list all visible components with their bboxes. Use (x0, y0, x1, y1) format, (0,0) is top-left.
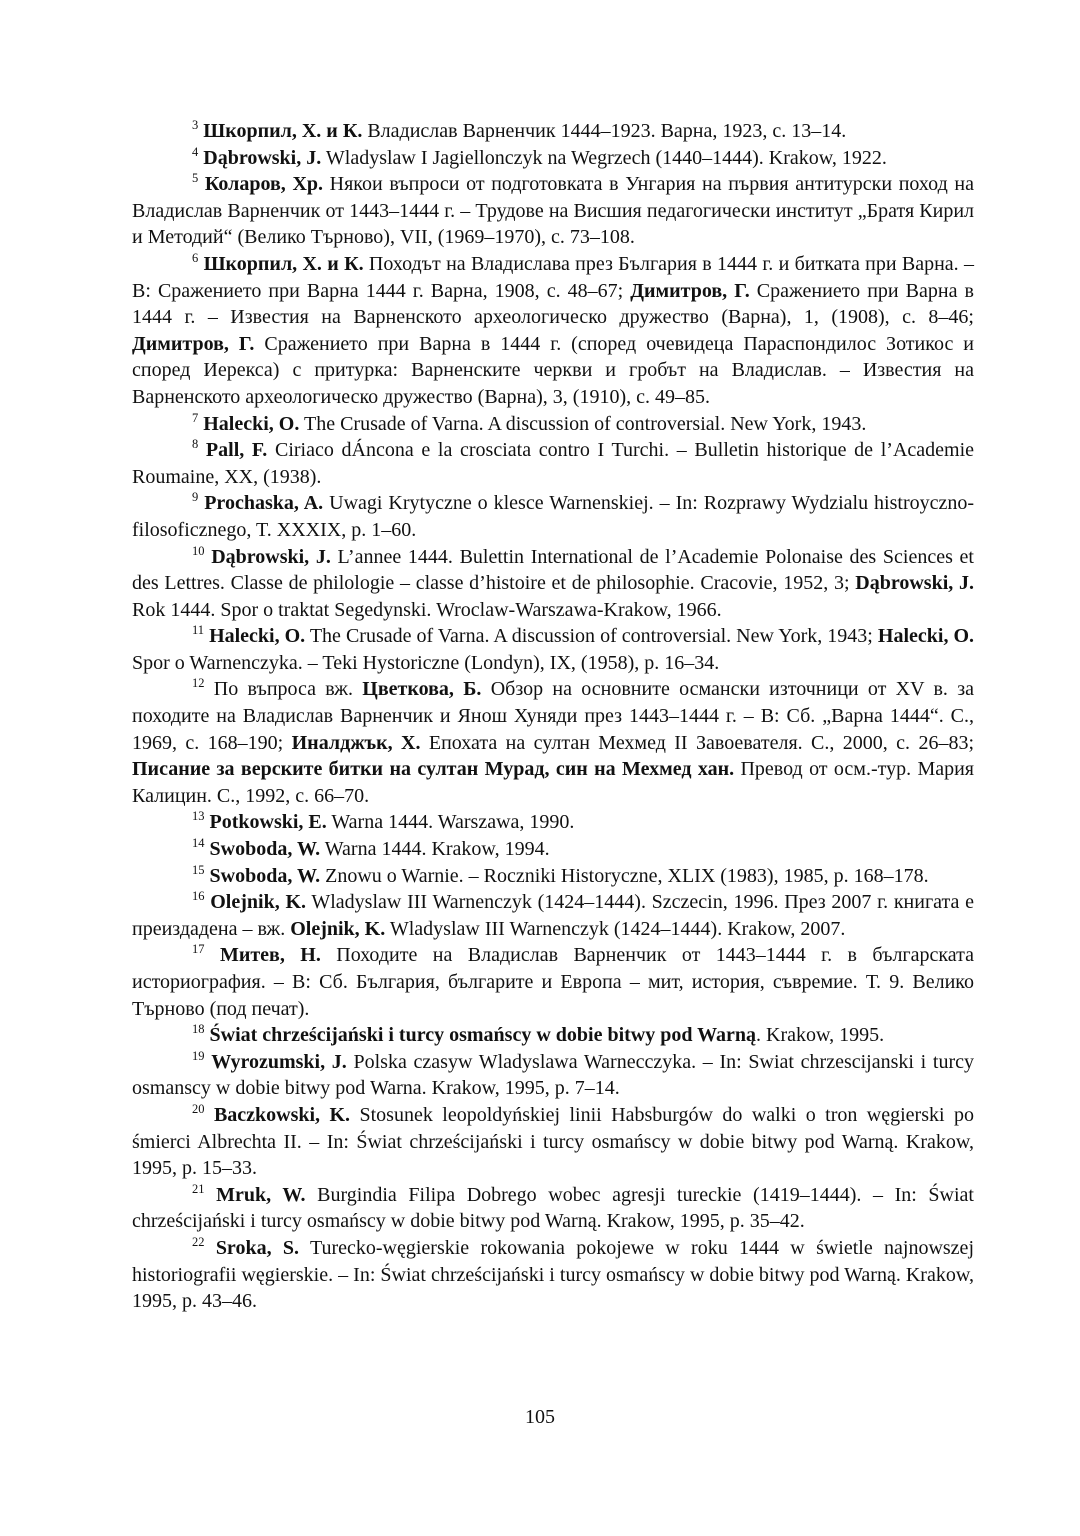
footnote-text: Ciriaco dÁncona e la crosciata contro I Turchi. – Bulletin historique de l’Academie Roumaine, XX, (1938). (132, 439, 975, 488)
footnote-text: Wladyslaw III Warnenczyk (1424–1444). Szczecin, 1996. През 2007 г. книгата е преиздадена – вж. (132, 891, 974, 940)
footnote-number: 14 (192, 836, 205, 851)
footnote-number: 6 (192, 250, 199, 265)
footnote-text: Burgindia Filipa Dobrego wobec agresji tureckie (1419–1444). – In: Świat chrześcijański i turcy osmańscy w dobie bitwy pod Warną. Krakow, 1995, p. 35–42. (132, 1183, 974, 1233)
footnote-text: L’annee 1444. Bulettin International de l’Academie Polonaise des Sciences et des Lettres. Classe de philologie – classe d’histoire et de philosophie. Cracovie, 1952, 3; (132, 545, 974, 595)
footnote-text: Походът на Владислава през България в 1444 г. и битката при Варна. – В: Сражението при Варна 1444 г. Варна, 1908, с. 48–67; (132, 252, 974, 302)
footnote-text: Stosunek leopoldyńskiej linii Habsburgów do walki o tron węgierski po śmierci Albrechta II. – In: Świat chrześcijański i turcy osmańscy w dobie bitwy pod Warną. Krakow, 1995, p. 15–33. (132, 1103, 974, 1180)
footnote-author-bold: Иналджък, Х. (291, 731, 421, 754)
footnote-text: Polska czasyw Wladyslawa Warnecczyka. – In: Swiat chrzescijanski i turcy osmanscy w dobie bitwy pod Warna. Krakow, 1995, p. 7–14. (132, 1050, 974, 1100)
footnote-author-bold: Olejnik, K. (210, 891, 306, 914)
footnote-author-bold: Dąbrowski, J. (855, 572, 974, 595)
footnote (132, 118, 974, 145)
footnote-number: 4 (192, 144, 199, 159)
footnote-number: 3 (192, 118, 199, 132)
footnote-text: Владислав Варненчик 1444–1923. Варна, 1923, с. 13–14. (362, 120, 847, 142)
footnote-number: 11 (192, 623, 205, 638)
footnote-author-bold: Wyrozumski, J. (211, 1050, 347, 1073)
footnote (132, 1022, 974, 1049)
footnote-author-bold: Шкорпил, Х. и К. (203, 252, 364, 275)
footnote-author-bold: Baczkowski, K. (213, 1103, 351, 1126)
footnote-text: Turecko-węgierskie rokowania pokojewe w roku 1444 w świetle najnowszej historiografii węgierskie. – In: Świat chrześcijański i turcy osmańscy w dobie bitwy pod Warną. Krakow, 1995, p. 43–46. (132, 1236, 974, 1313)
footnote (132, 942, 974, 1022)
footnote-author-bold: Цветкова, Б. (362, 678, 482, 701)
footnote (132, 836, 974, 863)
footnote-author-bold: Димитров, Г. (132, 332, 255, 355)
footnote-author-bold: Писание за верските битки на султан Мурад, син на Мехмед хан. (132, 758, 735, 781)
footnote-text: Rok 1444. Spor o traktat Segedynski. Wroclaw-Warszawa-Krakow, 1966. (132, 598, 722, 621)
footnote-number: 22 (192, 1234, 205, 1249)
footnote-number: 10 (192, 543, 205, 558)
footnote-number: 8 (192, 437, 199, 452)
page-number: 105 (525, 1406, 555, 1428)
footnote-number: 21 (192, 1181, 205, 1196)
footnote-number: 15 (192, 862, 205, 877)
footnote-text: Епохата на султан Мехмед II Завоевателя. С., 2000, с. 26–83; (420, 731, 974, 754)
footnote-text: The Crusade of Varna. A discussion of controversial. New York, 1943; (305, 625, 878, 648)
footnote (132, 544, 974, 624)
footnote (132, 490, 974, 543)
footnote-text: Походите на Владислав Варненчик от 1443–1444 г. в българската историография. – В: Сб. България, българите и Европа – мит, история, съвремие. Т. 9. Велико Търново (под печат). (132, 944, 975, 1020)
footnote (132, 1182, 974, 1235)
footnote-text: Wladyslaw III Warnenczyk (1424–1444). Krakow, 2007. (385, 917, 846, 940)
footnote-author-bold: Pall, F. (205, 439, 268, 462)
footnote-author-bold: Димитров, Г. (630, 279, 750, 302)
footnote (132, 623, 974, 676)
footnote (132, 676, 974, 809)
footnote (132, 437, 974, 490)
footnote-number: 18 (192, 1022, 205, 1037)
footnote-number: 19 (192, 1048, 205, 1063)
footnotes-list (132, 118, 974, 1315)
footnote-author-bold: Potkowski, E. (209, 811, 327, 834)
footnote-text: Spor o Warnenczyka. – Teki Hystoriczne (Londyn), IX, (1958), p. 16–34. (132, 651, 720, 674)
footnote-author-bold: Swoboda, W. (209, 864, 321, 887)
footnote-number: 9 (192, 490, 199, 505)
footnote-author-bold: Mruk, W. (216, 1183, 306, 1206)
footnote-author-bold: Halecki, O. (203, 412, 300, 435)
footnote-number: 12 (192, 676, 205, 691)
footnote-author-bold: Митев, Н. (219, 944, 321, 967)
footnote-author-bold: Шкорпил, Х. и К. (203, 120, 363, 142)
footnote-text: Някои въпроси от подготовката в Унгария на първия антитурски поход на Владислав Варненчик от 1443–1444 г. – Трудове на Висшия педагогически институт „Братя Кирил и Методий“ (Велико Търново), VII, (1969–1970), с. 73–108. (132, 173, 974, 249)
footnote (132, 145, 974, 172)
footnote (132, 411, 974, 438)
footnote (132, 809, 974, 836)
footnote-author-bold: Swoboda, W. (209, 838, 321, 861)
footnote-author-bold: Halecki, O. (209, 625, 306, 648)
footnote-text: Warna 1444. Warszawa, 1990. (326, 811, 575, 834)
footnote-number: 16 (192, 889, 205, 904)
footnote-text: Сражението при Варна в 1444 г. (според очевидеца Параспондилос Зотикос и според Иерекса) с притурка: Варненските черкви и гробът на Владислав. – Известия на Варненското археологическо дружество (Варна), 3, (1910), с. 49–85. (132, 332, 974, 408)
footnote-text: Обзор на основните османски източници от XV в. за походите на Владислав Варненчик и Янош Хуняди през 1443–1444 г. – В: Сб. „Варна 1444“. С., 1969, с. 168–190; (132, 678, 975, 754)
footnote-author-bold: Świat chrześcijański i turcy osmańscy w dobie bitwy pod Warną (209, 1024, 757, 1047)
footnote-author-bold: Olejnik, K. (290, 917, 386, 940)
footnote-text: Wladyslaw I Jagiellonczyk na Wegrzech (1440–1444). Krakow, 1922. (321, 146, 887, 169)
footnote-text: . Krakow, 1995. (756, 1024, 885, 1047)
footnote-author-bold: Коларов, Хр. (204, 173, 324, 196)
footnote-number: 7 (192, 410, 199, 425)
footnote (132, 1049, 974, 1102)
footnote-text: Сражението при Варна в 1444 г. – Известия на Варненското археологическо дружество (Варна), 1, (1908), с. 8–46; (132, 279, 974, 329)
footnote-text: Uwagi Krytyczne o klesce Warnenskiej. – In: Rozprawy Wydzialu histroyczno-filosoficznego, T. XXXIX, p. 1–60. (132, 492, 975, 541)
footnote-text: Znowu o Warnie. – Roczniki Historyczne, XLIX (1983), 1985, p. 168–178. (320, 864, 929, 887)
footnote (132, 1102, 974, 1182)
footnote-text: По въпроса вж. (213, 678, 363, 701)
footnote (132, 171, 974, 251)
footnote-number: 17 (192, 942, 205, 957)
footnote-author-bold: Halecki, O. (877, 625, 975, 648)
footnote-author-bold: Sroka, S. (215, 1236, 300, 1259)
footnote-number: 20 (192, 1101, 205, 1116)
footnote (132, 863, 974, 890)
footnote (132, 889, 974, 942)
footnote-text: Превод от осм.-тур. Мария Калицин. С., 1992, с. 66–70. (132, 758, 975, 807)
footnote-author-bold: Prochaska, A. (204, 492, 324, 515)
footnote-number: 5 (192, 171, 199, 186)
footnote-number: 13 (192, 809, 205, 824)
footnote (132, 1235, 974, 1315)
footnote-author-bold: Dąbrowski, J. (203, 146, 322, 169)
footnote-author-bold: Dąbrowski, J. (211, 545, 331, 568)
footnote-text: The Crusade of Varna. A discussion of controversial. New York, 1943. (299, 412, 867, 435)
footnote (132, 251, 974, 411)
footnote-text: Warna 1444. Krakow, 1994. (320, 838, 550, 861)
